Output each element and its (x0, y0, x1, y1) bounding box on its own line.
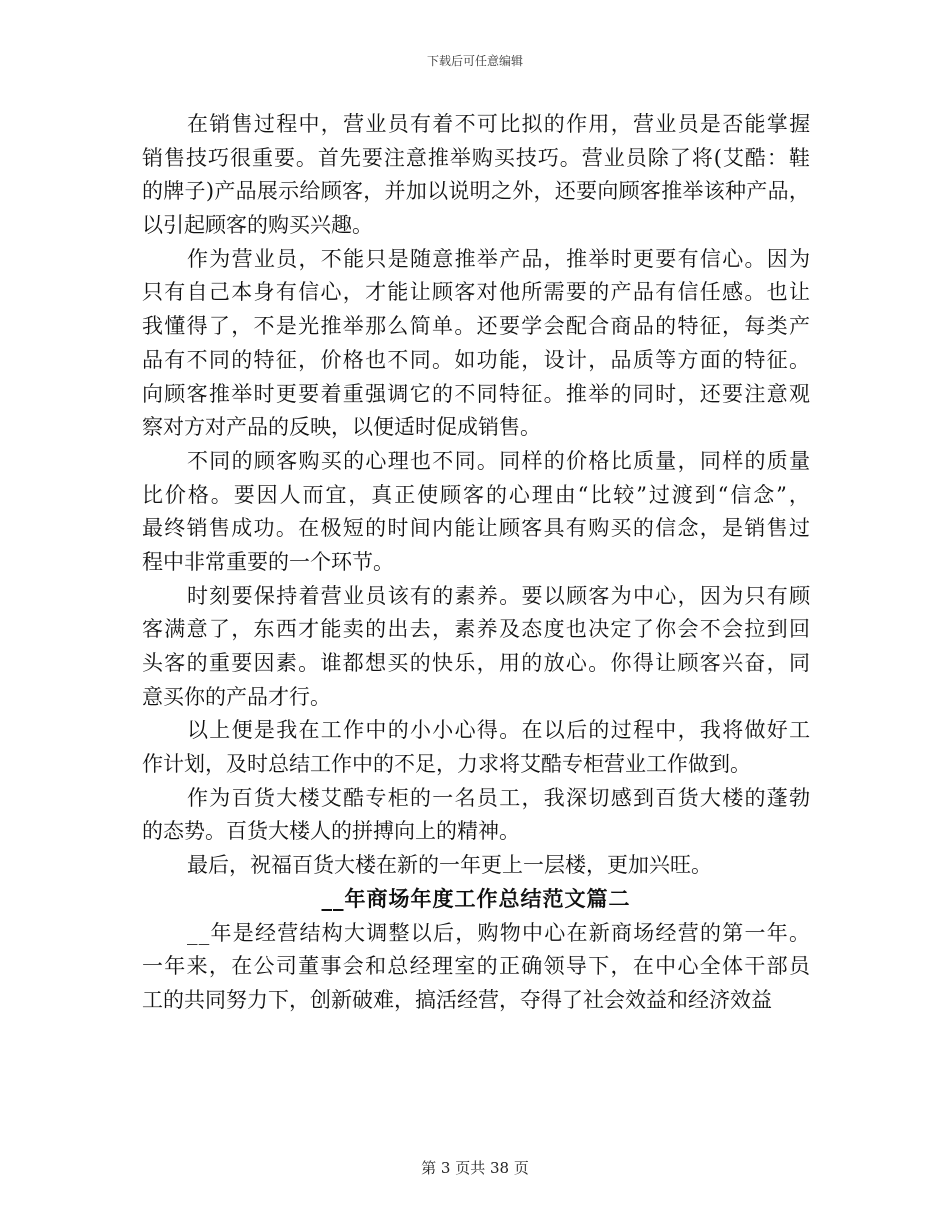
paragraph-line: 在销售过程中，营业员有着不可比拟的作用，营业员是否能掌握 (187, 112, 812, 136)
paragraph-line: __年是经营结构大调整以后，购物中心在新商场经营的第一年。 (187, 920, 812, 945)
paragraph-line: 工的共同努力下，创新破难，搞活经营，夺得了社会效益和经济效益 (142, 987, 772, 1012)
paragraph-line: 程中非常重要的一个环节。 (142, 549, 394, 574)
paragraph-line: 时刻要保持着营业员该有的素养。要以顾客为中心，因为只有顾 (187, 583, 812, 608)
paragraph-line: 意买你的产品才行。 (142, 684, 331, 709)
paragraph-line: 品有不同的特征，价格也不同。如功能，设计，品质等方面的特征。 (142, 347, 812, 372)
paragraph-line: 以引起顾客的购买兴趣。 (142, 213, 373, 238)
paragraph-line: 作为营业员，不能只是随意推举产品，推举时更要有信心。因为 (187, 246, 812, 271)
section-heading: __年商场年度工作总结范文篇二 (321, 886, 631, 911)
page-footer: 第 3 页共 38 页 (421, 1159, 529, 1177)
paragraph-line: 不同的顾客购买的心理也不同。同样的价格比质量，同样的质量 (187, 448, 812, 473)
paragraph-line: 客满意了，东西才能卖的出去，素养及态度也决定了你会不会拉到回 (142, 617, 812, 642)
paragraph-line: 作计划，及时总结工作中的不足，力求将艾酷专柜营业工作做到。 (142, 752, 751, 777)
paragraph-line: 一年来，在公司董事会和总经理室的正确领导下，在中心全体干部员 (142, 954, 812, 979)
paragraph-line: 作为百货大楼艾酷专柜的一名员工，我深切感到百货大楼的蓬勃 (187, 785, 812, 810)
paragraph-line: 我懂得了，不是光推举那么简单。还要学会配合商品的特征，每类产 (142, 314, 812, 339)
paragraph-line: 以上便是我在工作中的小小心得。在以后的过程中，我将做好工 (187, 718, 812, 743)
paragraph-line: 向顾客推举时更要着重强调它的不同特征。推举的同时，还要注意观 (142, 381, 812, 406)
paragraph-line: 比价格。要因人而宜，真正使顾客的心理由“比较”过渡到“信念”， (142, 482, 812, 507)
paragraph-line: 销售技巧很重要。首先要注意推举购买技巧。营业员除了将(艾酷：鞋 (142, 145, 811, 170)
paragraph-line: 的牌子)产品展示给顾客，并加以说明之外，还要向顾客推举该种产品， (142, 179, 811, 204)
paragraph-line: 头客的重要因素。谁都想买的快乐，用的放心。你得让顾客兴奋，同 (142, 651, 812, 675)
paragraph-line: 的态势。百货大楼人的拼搏向上的精神。 (142, 819, 520, 844)
page-header: 下载后可任意编辑 (426, 54, 523, 68)
paragraph-line: 最后，祝福百货大楼在新的一年更上一层楼，更加兴旺。 (187, 853, 712, 878)
paragraph-line: 最终销售成功。在极短的时间内能让顾客具有购买的信念，是销售过 (142, 516, 812, 541)
paragraph-line: 察对方对产品的反映，以便适时促成销售。 (142, 415, 541, 440)
document-body (142, 108, 810, 1018)
paragraph-line: 只有自己本身有信心，才能让顾客对他所需要的产品有信任感。也让 (142, 280, 812, 305)
